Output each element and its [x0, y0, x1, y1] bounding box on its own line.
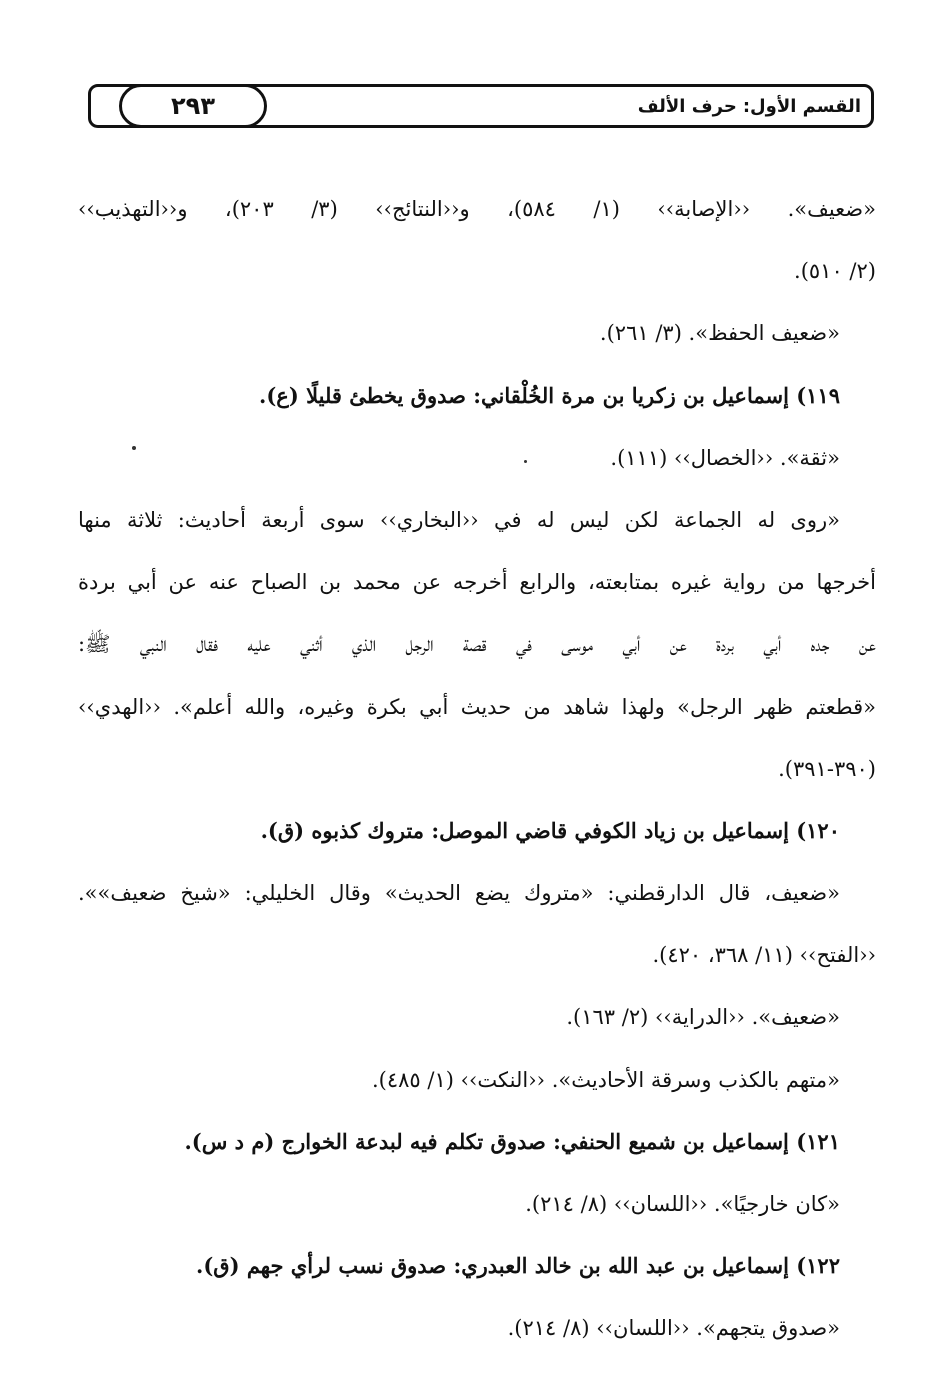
scan-speck: [132, 446, 136, 450]
text-line: أخرجها من رواية غيره بمتابعته، والرابع أخرجه عن محمد بن الصباح عنه عن أبي بردة: [78, 570, 876, 595]
text-line: (٢/ ٥١٠).: [794, 259, 876, 284]
narrator-entry-120: ١٢٠) إسماعيل بن زياد الكوفي قاضي الموصل: متروك كذبوه (ق).: [260, 817, 840, 843]
running-title: [638, 87, 861, 125]
text-line: «روى له الجماعة لكن ليس له في ‹‹البخاري›› سوى أربعة أحاديث: ثلاثة منها: [78, 507, 840, 532]
page-body: [78, 178, 876, 1360]
text-line: «كان خارجيًا». ‹‹اللسان›› (٨/ ٢١٤).: [525, 1192, 840, 1216]
text-line: عن جده أبي بردة عن أبي موسى في قصة الرجل الذي أثني عليه فقال النبي ﷺ:: [78, 632, 876, 657]
scan-speck: [524, 460, 527, 463]
narrator-entry-121: ١٢١) إسماعيل بن شميع الحنفي: صدوق تكلم فيه لبدعة الخوارج (م د س).: [184, 1128, 840, 1154]
text-line: «قطعتم ظهر الرجل» ولهذا شاهد من حديث أبي بكرة وغيره، والله أعلم». ‹‹الهدي››: [78, 694, 876, 719]
narrator-entry-119: ١١٩) إسماعيل بن زكريا بن مرة الخُلْقاني: صدوق يخطئ قليلًا (ع).: [259, 382, 840, 408]
text-line: «ضعيف الحفظ». (٣/ ٢٦١).: [599, 321, 840, 346]
section-name: القسم الأول:: [742, 95, 861, 117]
chapter-name: حرف الألف: [637, 95, 737, 117]
text-line: (٣٩٠-٣٩١).: [778, 756, 876, 781]
text-line: «ثقة». ‹‹الخصال›› (١١١).: [610, 445, 840, 470]
narrator-entry-122: ١٢٢) إسماعيل بن عبد الله بن خالد العبدري: صدوق نسب لرأي جهم (ق).: [196, 1253, 840, 1279]
text-line: «صدوق يتجهم». ‹‹اللسان›› (٨/ ٢١٤).: [507, 1316, 840, 1341]
text-line: ‹‹الفتح›› (١١/ ٣٦٨، ٤٢٠).: [652, 943, 876, 968]
text-line: «متهم بالكذب وسرقة الأحاديث». ‹‹النكت›› (١/ ٤٨٥).: [372, 1067, 840, 1092]
text-line: «ضعيف». ‹‹الإصابة›› (١/ ٥٨٤)، و‹‹النتائج›› (٣/ ٢٠٣)، و‹‹التهذيب››: [78, 197, 876, 221]
page-header: [88, 84, 874, 128]
text-line: «ضعيف». ‹‹الدراية›› (٢/ ١٦٣).: [566, 1005, 840, 1030]
page-number: ٢٩٣: [119, 84, 267, 128]
text-line: «ضعيف، قال الدارقطني: «متروك يضع الحديث» وقال الخليلي: «شيخ ضعيف»».: [78, 881, 840, 906]
